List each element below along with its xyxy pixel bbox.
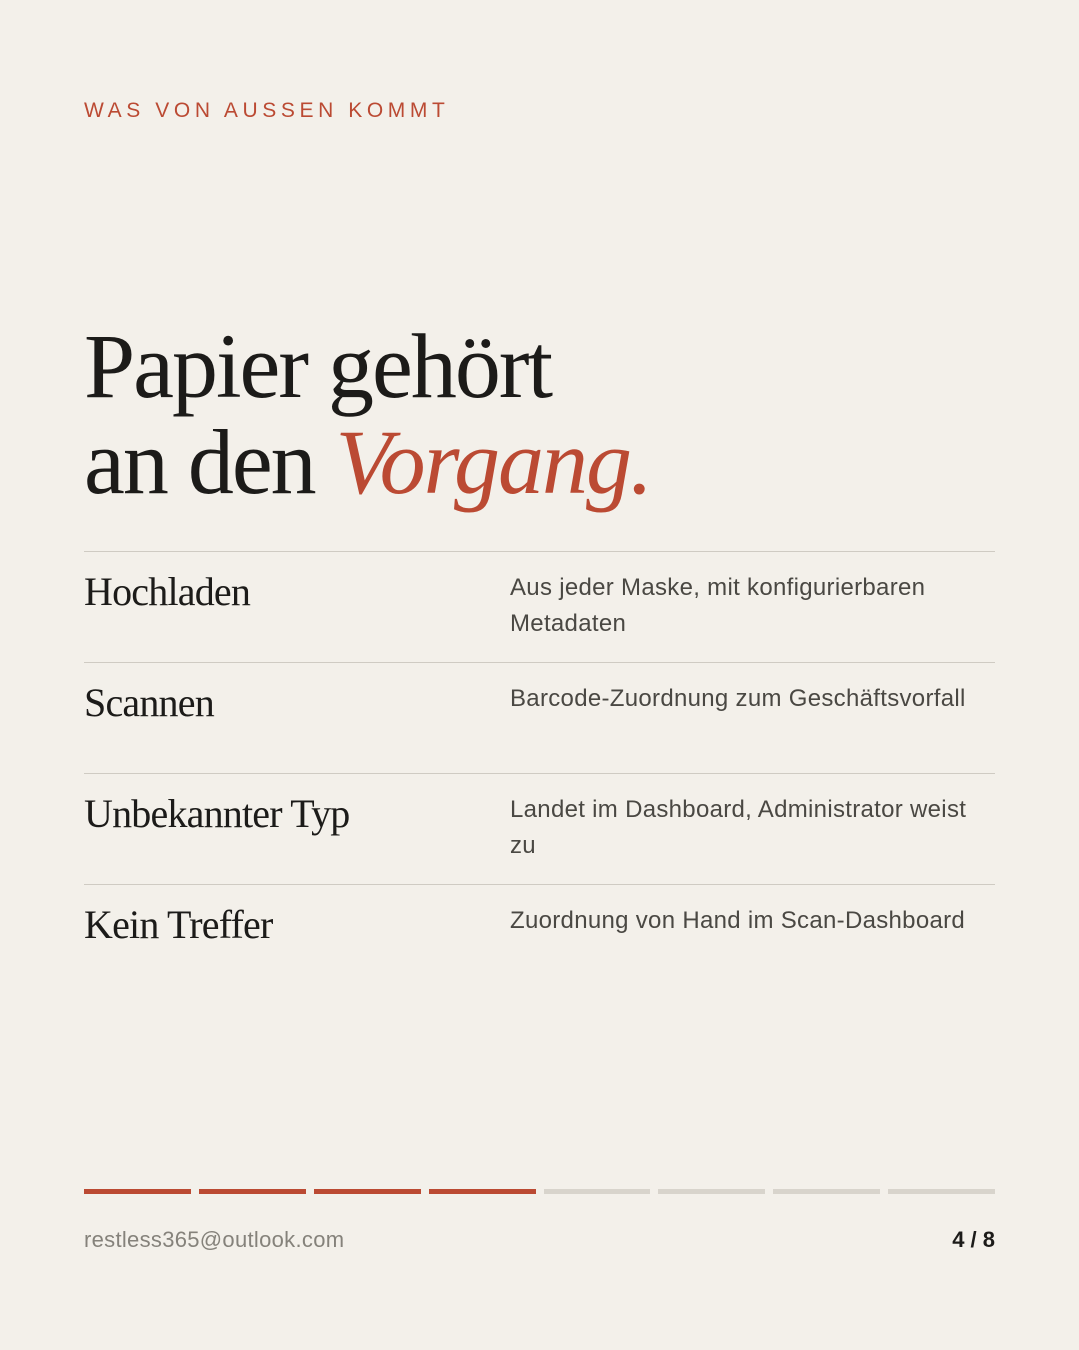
feature-row-unbekannter-typ bbox=[84, 774, 995, 885]
title-line-2-plain: an den bbox=[84, 411, 336, 513]
progress-segment bbox=[429, 1189, 536, 1194]
progress-segment bbox=[314, 1189, 421, 1194]
progress-segment bbox=[888, 1189, 995, 1194]
feature-list bbox=[84, 551, 995, 995]
progress-segment bbox=[773, 1189, 880, 1194]
feature-row-scannen bbox=[84, 663, 995, 774]
progress-segment bbox=[658, 1189, 765, 1194]
feature-description: Aus jeder Maske, mit konfigurierbaren Metadaten bbox=[510, 574, 926, 637]
feature-term: Kein Treffer bbox=[84, 902, 273, 947]
feature-description: Zuordnung von Hand im Scan-Dashboard bbox=[510, 907, 966, 934]
title-line-2 bbox=[84, 411, 652, 513]
title-accent-word: Vorgang. bbox=[335, 411, 652, 513]
feature-term: Unbekannter Typ bbox=[84, 791, 350, 836]
page-counter: 4 / 8 bbox=[952, 1227, 995, 1252]
feature-row-hochladen bbox=[84, 552, 995, 663]
page-progress-bar bbox=[84, 1189, 995, 1194]
progress-segment bbox=[199, 1189, 306, 1194]
title-line-1: Papier gehört bbox=[84, 315, 552, 417]
eyebrow-label: WAS VON AUSSEN KOMMT bbox=[84, 99, 450, 122]
feature-term: Hochladen bbox=[84, 569, 251, 614]
contact-email: restless365@outlook.com bbox=[84, 1227, 345, 1252]
feature-description: Barcode-Zuordnung zum Geschäftsvorfall bbox=[510, 685, 966, 712]
feature-term: Scannen bbox=[84, 680, 214, 725]
progress-segment bbox=[544, 1189, 651, 1194]
feature-description: Landet im Dashboard, Administrator weist zu bbox=[510, 796, 967, 859]
page-title bbox=[84, 315, 652, 513]
progress-segment bbox=[84, 1189, 191, 1194]
feature-row-kein-treffer bbox=[84, 885, 995, 995]
